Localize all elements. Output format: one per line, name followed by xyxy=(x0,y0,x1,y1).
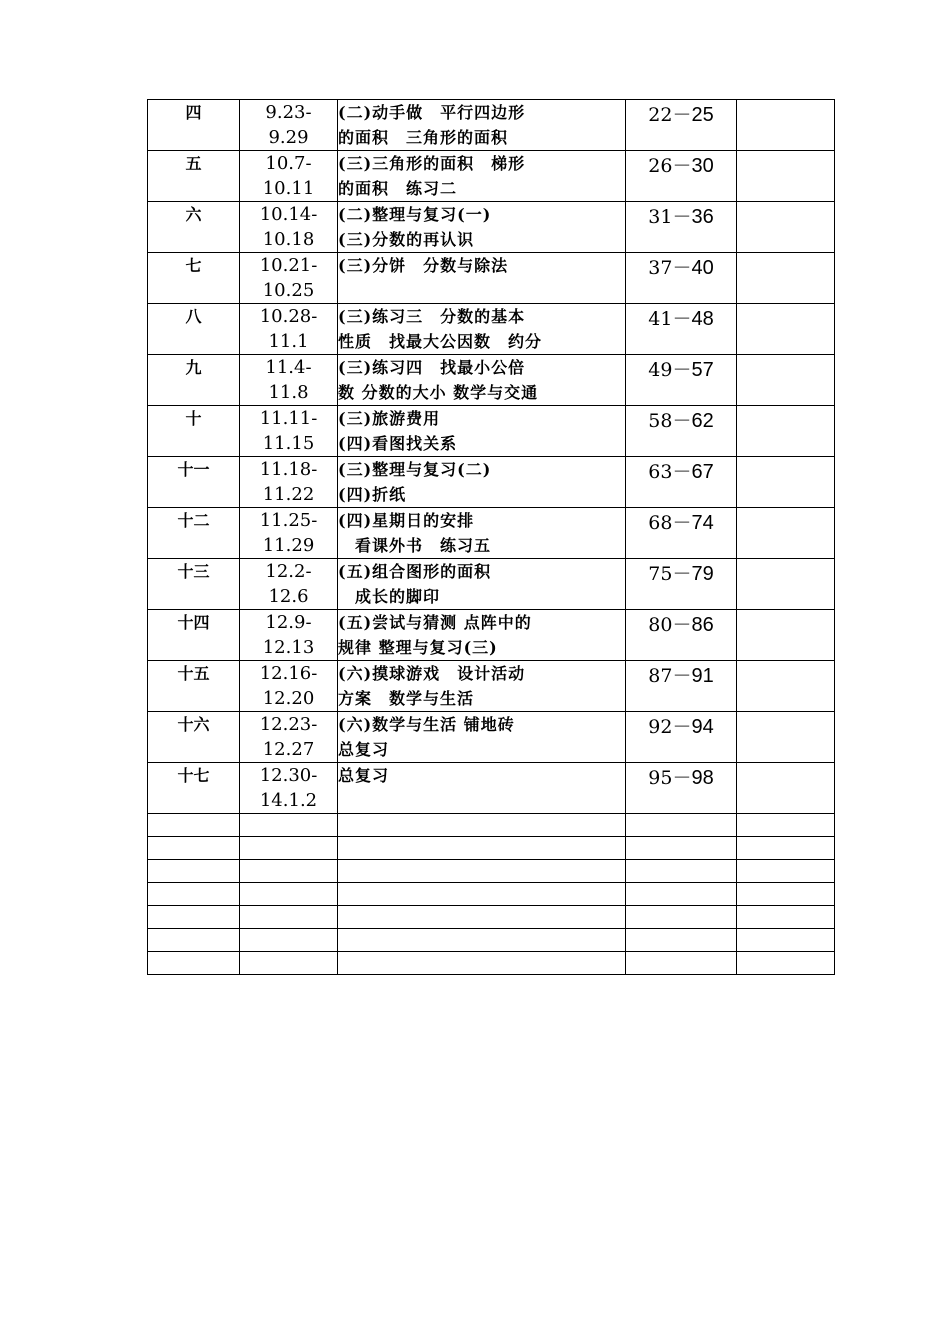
blank-cell xyxy=(240,860,338,883)
pages-separator: － xyxy=(672,461,692,483)
table-row xyxy=(148,508,835,559)
pages-cell xyxy=(626,610,737,661)
content-line-1: (二)整理与复习(一) xyxy=(338,205,492,224)
content-cell xyxy=(338,304,626,355)
date-end: 11.8 xyxy=(268,382,309,403)
content-line-2: (三)分数的再认识 xyxy=(338,230,475,249)
blank-cell xyxy=(338,929,626,952)
table-row xyxy=(148,304,835,355)
blank-cell xyxy=(148,837,240,860)
content-line-2: 总复习 xyxy=(338,740,390,759)
pages-separator: － xyxy=(672,410,692,432)
pages-start: 26 xyxy=(648,155,673,177)
table-row xyxy=(148,661,835,712)
content-line-1: (三)三角形的面积 梯形 xyxy=(338,154,526,173)
table-row xyxy=(148,202,835,253)
pages-end: 86 xyxy=(691,614,714,636)
content-line-2: 的面积 三角形的面积 xyxy=(338,128,509,147)
pages-cell xyxy=(626,355,737,406)
date-end: 10.11 xyxy=(262,178,315,199)
content-cell xyxy=(338,559,626,610)
pages-separator: － xyxy=(672,155,692,177)
content-cell xyxy=(338,610,626,661)
date-start: 10.7- xyxy=(265,153,312,174)
content-line-1: 总复习 xyxy=(338,766,390,785)
pages-cell xyxy=(626,508,737,559)
blank-cell xyxy=(737,837,835,860)
pages-cell xyxy=(626,151,737,202)
date-start: 12.30- xyxy=(259,765,318,786)
pages-cell xyxy=(626,253,737,304)
table-row xyxy=(148,253,835,304)
content-line-2: 成长的脚印 xyxy=(338,587,441,606)
date-end: 11.29 xyxy=(262,535,315,556)
week-cell: 十六 xyxy=(148,712,240,763)
week-cell: 十七 xyxy=(148,763,240,814)
date-cell xyxy=(240,406,338,457)
table-row xyxy=(148,151,835,202)
pages-end: 48 xyxy=(691,308,714,330)
pages-start: 37 xyxy=(648,257,673,279)
week-cell: 十二 xyxy=(148,508,240,559)
blank-cell xyxy=(148,929,240,952)
pages-start: 58 xyxy=(648,410,673,432)
blank-cell xyxy=(240,952,338,975)
date-cell xyxy=(240,151,338,202)
note-cell xyxy=(737,457,835,508)
content-cell xyxy=(338,712,626,763)
pages-end: 30 xyxy=(691,155,714,177)
date-start: 11.25- xyxy=(259,510,318,531)
note-cell xyxy=(737,763,835,814)
table-row xyxy=(148,355,835,406)
blank-cell xyxy=(626,837,737,860)
note-cell xyxy=(737,304,835,355)
content-line-1: (三)旅游费用 xyxy=(338,409,441,428)
blank-cell xyxy=(148,860,240,883)
pages-cell xyxy=(626,100,737,151)
week-cell: 八 xyxy=(148,304,240,355)
blank-cell xyxy=(240,929,338,952)
content-cell xyxy=(338,406,626,457)
pages-separator: － xyxy=(672,206,692,228)
content-line-2: 规律 整理与复习(三) xyxy=(338,638,498,657)
pages-start: 22 xyxy=(648,104,673,126)
blank-cell xyxy=(626,883,737,906)
pages-cell xyxy=(626,406,737,457)
pages-end: 40 xyxy=(691,257,714,279)
date-end: 12.6 xyxy=(268,586,309,607)
pages-start: 63 xyxy=(648,461,673,483)
blank-cell xyxy=(626,929,737,952)
table-row xyxy=(148,457,835,508)
content-line-2: 的面积 练习二 xyxy=(338,179,458,198)
date-end: 12.13 xyxy=(262,637,315,658)
blank-cell xyxy=(338,952,626,975)
note-cell xyxy=(737,253,835,304)
blank-row xyxy=(148,929,835,952)
week-cell: 十四 xyxy=(148,610,240,661)
date-cell xyxy=(240,763,338,814)
week-cell: 九 xyxy=(148,355,240,406)
schedule-body xyxy=(148,100,835,975)
date-cell xyxy=(240,355,338,406)
date-end: 9.29 xyxy=(268,127,309,148)
pages-end: 25 xyxy=(691,104,714,126)
pages-cell xyxy=(626,661,737,712)
date-start: 12.23- xyxy=(259,714,318,735)
pages-start: 87 xyxy=(648,665,673,687)
note-cell xyxy=(737,559,835,610)
content-cell xyxy=(338,100,626,151)
content-cell xyxy=(338,355,626,406)
blank-cell xyxy=(240,883,338,906)
date-start: 12.2- xyxy=(265,561,312,582)
pages-end: 57 xyxy=(691,359,714,381)
blank-cell xyxy=(737,883,835,906)
content-cell xyxy=(338,151,626,202)
pages-separator: － xyxy=(672,716,692,738)
blank-cell xyxy=(338,814,626,837)
blank-row xyxy=(148,906,835,929)
content-line-1: (六)数学与生活 铺地砖 xyxy=(338,715,515,734)
date-end: 12.27 xyxy=(262,739,315,760)
date-cell xyxy=(240,457,338,508)
pages-cell xyxy=(626,457,737,508)
blank-cell xyxy=(148,906,240,929)
pages-start: 80 xyxy=(648,614,673,636)
pages-end: 98 xyxy=(691,767,714,789)
blank-cell xyxy=(240,814,338,837)
date-start: 12.9- xyxy=(265,612,312,633)
pages-start: 75 xyxy=(648,563,673,585)
content-line-2: (四)看图找关系 xyxy=(338,434,458,453)
blank-cell xyxy=(338,837,626,860)
content-cell xyxy=(338,661,626,712)
content-cell xyxy=(338,763,626,814)
content-line-2: 性质 找最大公因数 约分 xyxy=(338,332,543,351)
date-cell xyxy=(240,712,338,763)
blank-cell xyxy=(148,814,240,837)
note-cell xyxy=(737,355,835,406)
blank-cell xyxy=(626,860,737,883)
note-cell xyxy=(737,610,835,661)
content-line-1: (四)星期日的安排 xyxy=(338,511,475,530)
week-cell: 十一 xyxy=(148,457,240,508)
date-start: 11.4- xyxy=(265,357,312,378)
content-line-1: (五)尝试与猜测 点阵中的 xyxy=(338,613,532,632)
week-cell: 十 xyxy=(148,406,240,457)
date-start: 11.11- xyxy=(259,408,318,429)
content-cell xyxy=(338,202,626,253)
pages-cell xyxy=(626,202,737,253)
content-line-1: (五)组合图形的面积 xyxy=(338,562,492,581)
date-start: 11.18- xyxy=(259,459,318,480)
date-end: 10.18 xyxy=(262,229,315,250)
pages-end: 74 xyxy=(691,512,714,534)
pages-start: 31 xyxy=(648,206,673,228)
blank-row xyxy=(148,883,835,906)
blank-cell xyxy=(737,952,835,975)
pages-start: 41 xyxy=(648,308,673,330)
note-cell xyxy=(737,100,835,151)
blank-row xyxy=(148,952,835,975)
note-cell xyxy=(737,202,835,253)
schedule-table xyxy=(147,99,835,975)
date-start: 9.23- xyxy=(265,102,312,123)
date-cell xyxy=(240,508,338,559)
pages-end: 94 xyxy=(691,716,714,738)
table-row xyxy=(148,712,835,763)
blank-cell xyxy=(338,906,626,929)
date-start: 10.14- xyxy=(259,204,318,225)
content-line-1: (三)分饼 分数与除法 xyxy=(338,256,509,275)
pages-separator: － xyxy=(672,308,692,330)
table-row xyxy=(148,763,835,814)
pages-cell xyxy=(626,304,737,355)
week-cell: 六 xyxy=(148,202,240,253)
pages-end: 67 xyxy=(691,461,714,483)
note-cell xyxy=(737,661,835,712)
content-line-1: (三)练习四 找最小公倍 xyxy=(338,358,526,377)
content-line-1: (六)摸球游戏 设计活动 xyxy=(338,664,526,683)
pages-separator: － xyxy=(672,512,692,534)
blank-cell xyxy=(240,906,338,929)
date-cell xyxy=(240,661,338,712)
pages-separator: － xyxy=(672,767,692,789)
week-cell: 七 xyxy=(148,253,240,304)
content-cell xyxy=(338,457,626,508)
pages-end: 91 xyxy=(691,665,714,687)
table-row xyxy=(148,610,835,661)
date-start: 12.16- xyxy=(259,663,318,684)
content-line-2: (四)折纸 xyxy=(338,485,407,504)
date-cell xyxy=(240,253,338,304)
pages-separator: － xyxy=(672,104,692,126)
blank-cell xyxy=(737,906,835,929)
note-cell xyxy=(737,406,835,457)
blank-cell xyxy=(626,814,737,837)
blank-cell xyxy=(240,837,338,860)
content-line-1: (三)整理与复习(二) xyxy=(338,460,492,479)
date-start: 10.28- xyxy=(259,306,318,327)
pages-separator: － xyxy=(672,665,692,687)
pages-end: 79 xyxy=(691,563,714,585)
pages-start: 68 xyxy=(648,512,673,534)
date-start: 10.21- xyxy=(259,255,318,276)
date-cell xyxy=(240,610,338,661)
pages-separator: － xyxy=(672,614,692,636)
date-end: 11.15 xyxy=(262,433,315,454)
blank-cell xyxy=(148,952,240,975)
date-end: 11.1 xyxy=(268,331,309,352)
blank-cell xyxy=(338,860,626,883)
pages-end: 62 xyxy=(691,410,714,432)
blank-row xyxy=(148,837,835,860)
date-end: 12.20 xyxy=(262,688,315,709)
content-line-2: 方案 数学与生活 xyxy=(338,689,475,708)
pages-end: 36 xyxy=(691,206,714,228)
table-row xyxy=(148,100,835,151)
blank-cell xyxy=(148,883,240,906)
date-end: 10.25 xyxy=(262,280,315,301)
note-cell xyxy=(737,151,835,202)
content-line-2: 数 分数的大小 数学与交通 xyxy=(338,383,539,402)
content-line-1: (三)练习三 分数的基本 xyxy=(338,307,526,326)
pages-separator: － xyxy=(672,563,692,585)
pages-start: 95 xyxy=(648,767,673,789)
date-end: 14.1.2 xyxy=(259,790,318,811)
content-line-1: (二)动手做 平行四边形 xyxy=(338,103,526,122)
blank-cell xyxy=(737,860,835,883)
pages-start: 49 xyxy=(648,359,673,381)
date-cell xyxy=(240,304,338,355)
note-cell xyxy=(737,508,835,559)
date-cell xyxy=(240,100,338,151)
date-cell xyxy=(240,559,338,610)
pages-separator: － xyxy=(672,359,692,381)
pages-cell xyxy=(626,559,737,610)
content-line-2: 看课外书 练习五 xyxy=(338,536,492,555)
content-cell xyxy=(338,508,626,559)
pages-start: 92 xyxy=(648,716,673,738)
blank-cell xyxy=(626,952,737,975)
blank-cell xyxy=(626,906,737,929)
table-row xyxy=(148,406,835,457)
blank-cell xyxy=(338,883,626,906)
date-cell xyxy=(240,202,338,253)
blank-cell xyxy=(737,929,835,952)
content-cell xyxy=(338,253,626,304)
blank-row xyxy=(148,860,835,883)
pages-cell xyxy=(626,763,737,814)
note-cell xyxy=(737,712,835,763)
blank-cell xyxy=(737,814,835,837)
week-cell: 十五 xyxy=(148,661,240,712)
blank-row xyxy=(148,814,835,837)
week-cell: 五 xyxy=(148,151,240,202)
pages-cell xyxy=(626,712,737,763)
week-cell: 十三 xyxy=(148,559,240,610)
week-cell: 四 xyxy=(148,100,240,151)
date-end: 11.22 xyxy=(262,484,315,505)
pages-separator: － xyxy=(672,257,692,279)
table-row xyxy=(148,559,835,610)
